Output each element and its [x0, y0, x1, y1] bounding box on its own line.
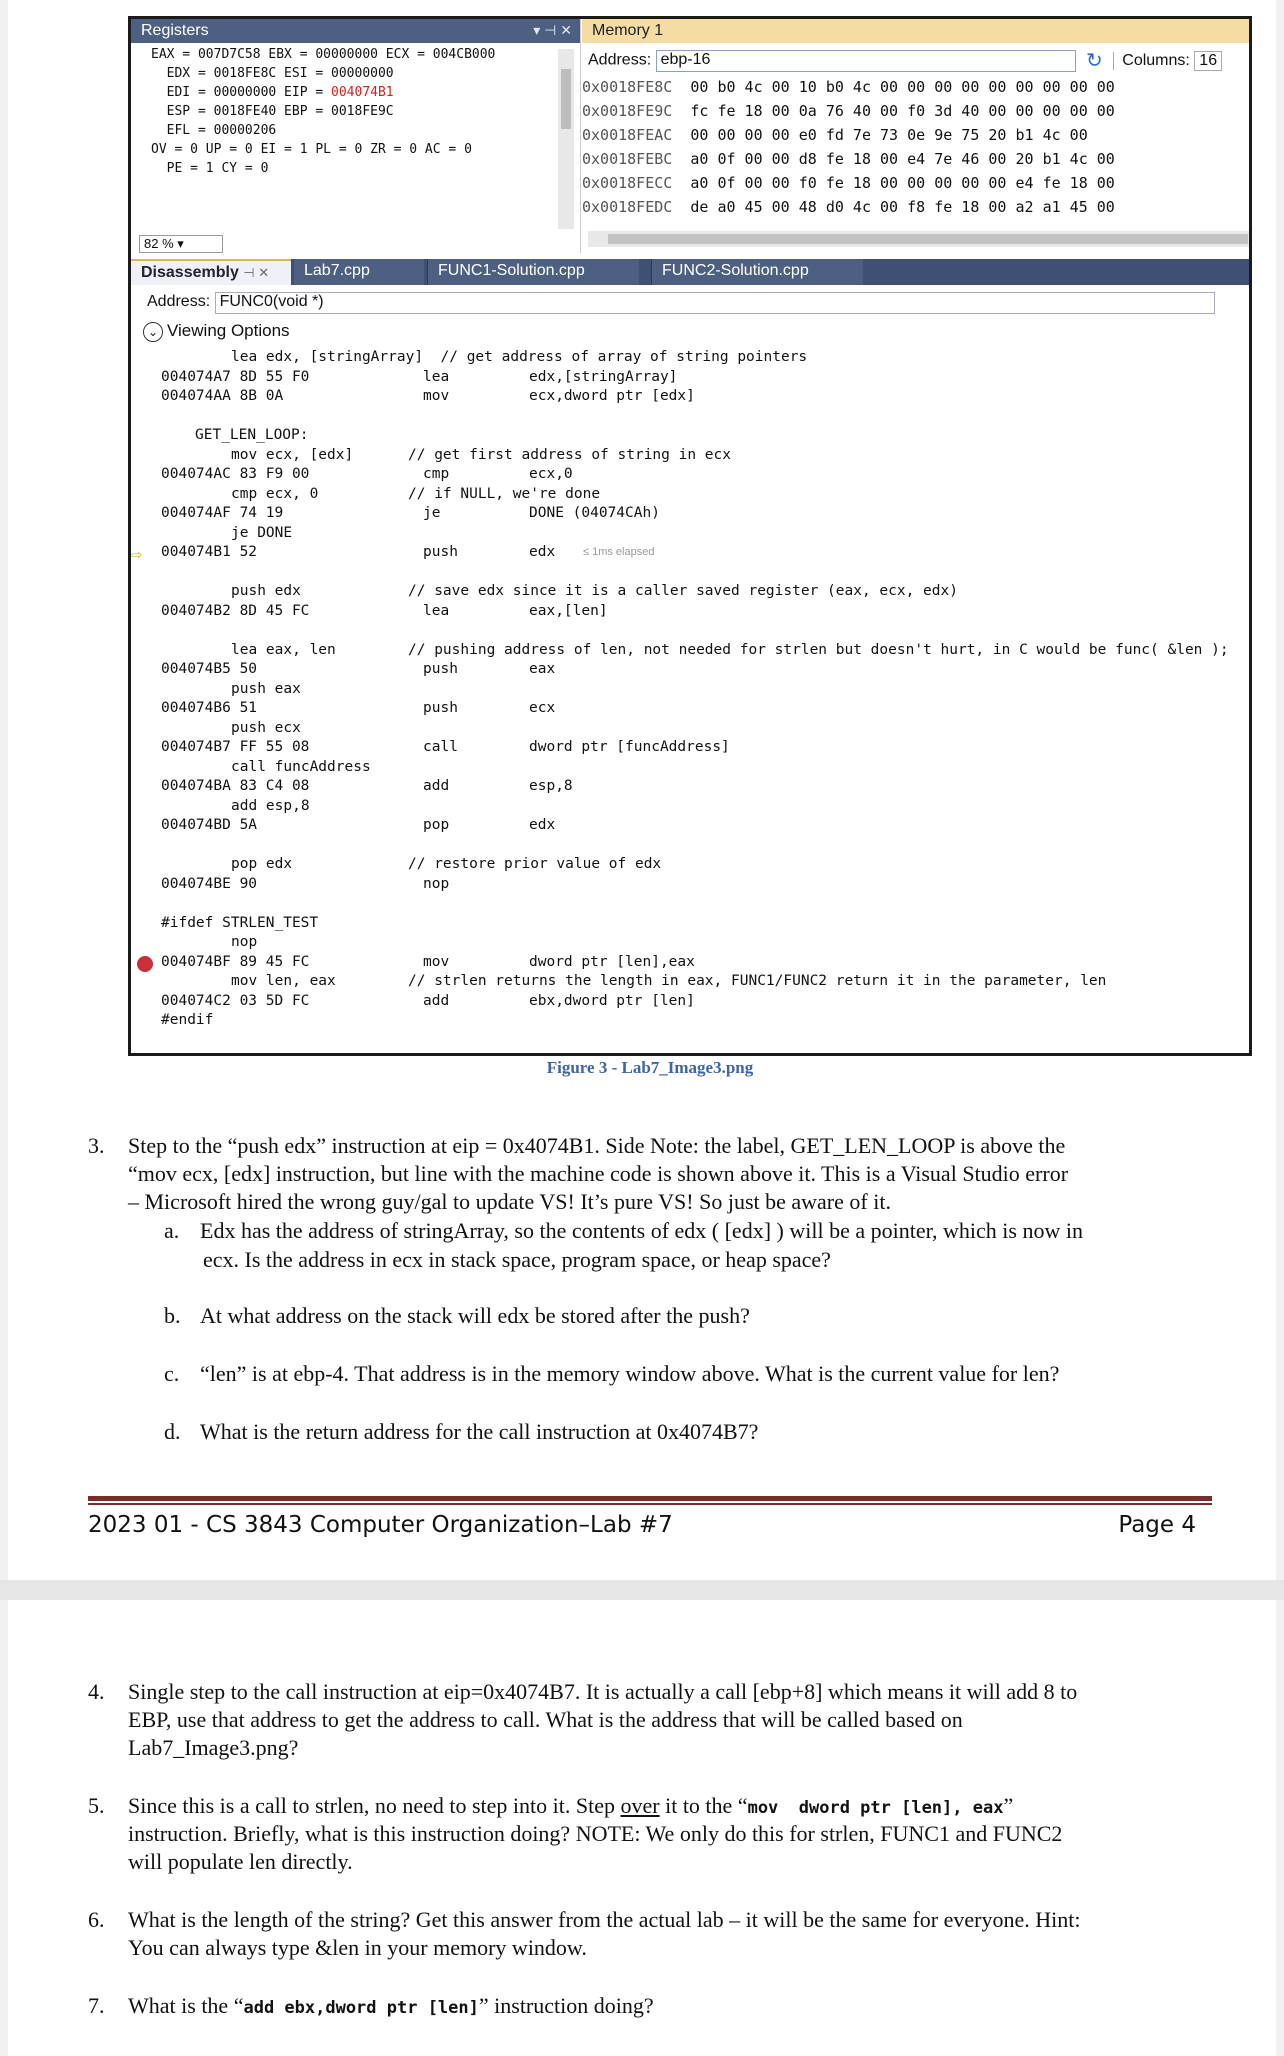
- memory-address-label: Address:: [588, 51, 652, 69]
- disassembly-op: dword ptr [funcAddress]: [529, 739, 730, 755]
- disassembly-line[interactable]: [131, 778, 1249, 798]
- question-text: Single step to the call instruction at eip=0x4074B7. It is actually a call [ebp+8] which means it will add 8 to: [128, 1679, 1078, 1704]
- disassembly-mn: call: [423, 739, 458, 755]
- question-text: [128, 1992, 654, 2022]
- disassembly-mn: mov: [423, 953, 450, 970]
- eip-value: 004074B1: [331, 85, 394, 100]
- disassembly-addr: 004074BA 83 C4 08: [161, 778, 310, 794]
- disassembly-line[interactable]: [131, 408, 1249, 428]
- disassembly-cm: // pushing address of len, not needed for strlen but doesn't hurt, in C would be func( &len );: [408, 641, 1229, 658]
- question-3c: [164, 1360, 1214, 1390]
- disassembly-addr: 004074B7 FF 55 08: [161, 739, 310, 755]
- disassembly-src: call funcAddress: [231, 758, 371, 775]
- disassembly-line[interactable]: [131, 544, 1249, 564]
- memory-row: [582, 147, 1249, 171]
- disassembly-mn: pop: [423, 817, 450, 833]
- disassembly-line[interactable]: [131, 388, 1249, 408]
- q5-text: ”: [1003, 1793, 1014, 1818]
- question-4: [88, 1678, 1218, 1706]
- disassembly-line[interactable]: [131, 583, 1249, 603]
- disassembly-addr: 004074AC 83 F9 00: [161, 466, 310, 482]
- disassembly-line[interactable]: [131, 954, 1249, 974]
- disassembly-mn: je: [423, 505, 441, 521]
- disassembly-code: [131, 349, 1249, 1032]
- scroll-thumb[interactable]: [608, 234, 1248, 244]
- tab-func1-solution[interactable]: FUNC1-Solution.cpp: [427, 259, 639, 285]
- disassembly-src2: GET_LEN_LOOP:: [195, 427, 309, 443]
- flags-line: OV = 0 UP = 0 EI = 1 PL = 0 ZR = 0 AC = 0: [151, 142, 472, 157]
- viewing-options-toggle[interactable]: [143, 321, 290, 342]
- disassembly-src: lea eax, len: [231, 641, 336, 658]
- disassembly-src: mov len, eax: [231, 973, 336, 989]
- disassembly-op: eax,[len]: [529, 602, 608, 619]
- disassembly-line[interactable]: [131, 856, 1249, 876]
- disassembly-line[interactable]: [131, 564, 1249, 584]
- disassembly-op: esp,8: [529, 778, 573, 794]
- memory-row-address: 0x0018FE9C: [582, 102, 673, 120]
- disassembly-src3: #ifdef STRLEN_TEST: [161, 914, 319, 931]
- disassembly-cm: // if NULL, we're done: [408, 485, 601, 502]
- disassembly-op: dword ptr [len],eax: [529, 953, 695, 970]
- disassembly-addr: 004074C2 03 5D FC: [161, 992, 310, 1009]
- memory-row: [582, 123, 1249, 147]
- disassembly-address-label: Address:: [147, 293, 211, 310]
- registers-scrollbar[interactable]: [558, 49, 574, 229]
- memory-row: [582, 99, 1249, 123]
- columns-input[interactable]: 16: [1194, 51, 1222, 71]
- question-number: 6.: [88, 1907, 105, 1932]
- disassembly-line[interactable]: [131, 895, 1249, 915]
- disassembly-src: add esp,8: [231, 797, 310, 814]
- question-number: 3.: [88, 1133, 105, 1158]
- memory-row-bytes: a0 0f 00 00 d8 fe 18 00 e4 7e 46 00 20 b1 4c 00: [690, 150, 1115, 168]
- question-3a-line: ecx. Is the address in ecx in stack space, program space, or heap space?: [203, 1247, 831, 1272]
- disassembly-addr: 004074B5 50: [161, 661, 258, 677]
- question-4-line: EBP, use that address to get the address to call. What is the address that will be called based on: [128, 1707, 963, 1732]
- visual-studio-screenshot: [128, 16, 1252, 1056]
- disassembly-mn: add: [423, 778, 450, 794]
- question-3d: [164, 1418, 1214, 1448]
- disassembly-line[interactable]: [131, 603, 1249, 623]
- disassembly-mn: push: [423, 544, 458, 560]
- register-line: EFL = 00000206: [151, 123, 277, 138]
- columns-label: Columns:: [1113, 52, 1190, 70]
- disassembly-line[interactable]: [131, 973, 1249, 993]
- memory-title-bar: [582, 19, 1249, 43]
- disassembly-line[interactable]: [131, 466, 1249, 486]
- disassembly-op: ebx,dword ptr [len]: [529, 992, 695, 1009]
- disassembly-line[interactable]: [131, 837, 1249, 857]
- disassembly-cm: // restore prior value of edx: [408, 856, 662, 872]
- registers-title-bar: [131, 19, 580, 43]
- q5-code: mov dword ptr [len], eax: [747, 1798, 1004, 1818]
- registers-list: [131, 43, 580, 178]
- disassembly-op: DONE (04074CAh): [529, 505, 660, 521]
- viewing-options-label: Viewing Options: [167, 321, 290, 340]
- disassembly-mn: lea: [423, 368, 450, 385]
- q5-over: over: [620, 1793, 660, 1818]
- disassembly-line[interactable]: [131, 427, 1249, 447]
- memory-row-bytes: a0 0f 00 00 f0 fe 18 00 00 00 00 00 e4 fe 18 00: [690, 174, 1115, 192]
- disassembly-src: push eax: [231, 680, 301, 697]
- register-line: EAX = 007D7C58 EBX = 00000000 ECX = 004CB000: [151, 47, 496, 62]
- question-letter: d.: [164, 1419, 181, 1444]
- disassembly-src: push ecx: [231, 719, 301, 736]
- disassembly-line[interactable]: [131, 681, 1249, 701]
- disassembly-src: pop edx: [231, 856, 293, 872]
- disassembly-line[interactable]: [131, 739, 1249, 759]
- disassembly-op: ecx,0: [529, 466, 573, 482]
- disassembly-src: mov ecx, [edx]: [231, 446, 354, 463]
- register-line: [151, 83, 580, 102]
- tab-func2-solution[interactable]: FUNC2-Solution.cpp: [651, 259, 863, 285]
- disassembly-op: eax: [529, 661, 556, 677]
- disassembly-line[interactable]: [131, 915, 1249, 935]
- disassembly-line[interactable]: [131, 369, 1249, 389]
- disassembly-address-input[interactable]: FUNC0(void *): [215, 292, 1215, 314]
- tab-label: Disassembly: [141, 264, 239, 281]
- question-7: [88, 1992, 1218, 2020]
- disassembly-src: push edx: [231, 583, 301, 599]
- disassembly-line[interactable]: [131, 817, 1249, 837]
- breakpoint-icon[interactable]: [137, 956, 153, 972]
- disassembly-op: ecx,dword ptr [edx]: [529, 388, 695, 404]
- registers-title: Registers: [141, 22, 209, 39]
- footer-rule: [88, 1503, 1212, 1505]
- memory-row-address: 0x0018FEAC: [582, 126, 673, 144]
- question-text: What is the return address for the call instruction at 0x4074B7?: [200, 1419, 759, 1444]
- disassembly-src: je DONE: [231, 524, 293, 541]
- disassembly-mn: cmp: [423, 466, 450, 482]
- disassembly-op: edx: [529, 817, 556, 833]
- scroll-thumb[interactable]: [561, 69, 571, 129]
- registers-pane: [131, 19, 581, 253]
- question-text: Step to the “push edx” instruction at eip = 0x4074B1. Side Note: the label, GET_LEN_LOOP is above the: [128, 1133, 1066, 1158]
- question-5-line: will populate len directly.: [128, 1849, 353, 1874]
- question-3: [88, 1132, 1218, 1160]
- disassembly-src: nop: [231, 934, 258, 950]
- memory-address-input[interactable]: ebp-16: [656, 50, 1076, 72]
- register-line: EDX = 0018FE8C ESI = 00000000: [151, 66, 394, 81]
- question-3-line: – Microsoft hired the wrong guy/gal to update VS! It’s pure VS! So just be aware of it.: [128, 1189, 891, 1214]
- memory-title: Memory 1: [592, 22, 664, 39]
- zoom-value: 82 %: [144, 236, 174, 251]
- memory-row-bytes: de a0 45 00 48 d0 4c 00 f8 fe 18 00 a2 a1 45 00: [690, 198, 1115, 216]
- disassembly-mn: add: [423, 992, 450, 1009]
- disassembly-elapsed: ≤ 1ms elapsed: [583, 546, 655, 558]
- disassembly-line[interactable]: [131, 1012, 1249, 1032]
- disassembly-line[interactable]: [131, 349, 1249, 369]
- tab-lab7-cpp[interactable]: Lab7.cpp: [294, 259, 424, 285]
- disassembly-op: ecx: [529, 700, 556, 716]
- memory-row-address: 0x0018FEBC: [582, 150, 673, 168]
- question-number: 7.: [88, 1993, 105, 2018]
- disassembly-line[interactable]: [131, 876, 1249, 896]
- disassembly-addr: 004074BD 5A: [161, 817, 258, 833]
- memory-row-address: 0x0018FE8C: [582, 78, 673, 96]
- tab-pin-icon[interactable]: ⊣ ✕: [243, 265, 270, 280]
- page-5: [0, 1600, 1284, 2056]
- q5-text: Since this is a call to strlen, no need to step into it. Step: [128, 1793, 621, 1818]
- disassembly-op: edx,[stringArray]: [529, 368, 678, 385]
- instruction-pointer-icon: ⇨: [131, 544, 142, 565]
- question-letter: a.: [164, 1218, 180, 1243]
- disassembly-src: lea edx, [stringArray] // get address of array of string pointers: [231, 349, 808, 365]
- question-6-line: You can always type &len in your memory window.: [128, 1935, 587, 1960]
- disassembly-cm: // get first address of string in ecx: [408, 446, 732, 463]
- memory-row-address: 0x0018FECC: [582, 174, 673, 192]
- page-number: Page 4: [1118, 1512, 1196, 1538]
- question-text: What is the length of the string? Get this answer from the actual lab – it will be the same for everyone. Hint:: [128, 1907, 1081, 1932]
- memory-rows: [582, 75, 1249, 219]
- disassembly-addr: 004074AF 74 19: [161, 505, 284, 521]
- question-letter: b.: [164, 1303, 181, 1328]
- disassembly-mn: lea: [423, 602, 450, 619]
- disassembly-src: cmp ecx, 0: [231, 485, 319, 502]
- disassembly-mn: nop: [423, 875, 450, 892]
- disassembly-addr: 004074B1 52: [161, 544, 258, 560]
- memory-row: [582, 195, 1249, 219]
- disassembly-line[interactable]: [131, 505, 1249, 525]
- question-text: At what address on the stack will edx be stored after the push?: [200, 1303, 750, 1328]
- disassembly-addr: 004074AA 8B 0A: [161, 388, 284, 404]
- q5-text: it to the “: [659, 1793, 748, 1818]
- pane-controls-icon[interactable]: ▾ ⊣ ✕: [533, 22, 572, 38]
- footer-course: 2023 01 - CS 3843 Computer Organization–Lab #7: [88, 1512, 673, 1538]
- memory-pane: [582, 19, 1249, 253]
- disassembly-line[interactable]: [131, 700, 1249, 720]
- q7-code: add ebx,dword ptr [len]: [243, 1998, 479, 2018]
- question-number: 5.: [88, 1793, 105, 1818]
- question-6: [88, 1906, 1218, 1934]
- disassembly-addr: 004074A7 8D 55 F0: [161, 368, 310, 385]
- figure-caption: Figure 3 - Lab7_Image3.png: [546, 1058, 754, 1077]
- disassembly-addr: 004074BF 89 45 FC: [161, 953, 310, 970]
- question-3b: [164, 1302, 1214, 1332]
- memory-row: [582, 171, 1249, 195]
- memory-address-row: [582, 43, 1249, 75]
- flags-line: PE = 1 CY = 0: [151, 161, 269, 176]
- register-label: EDI = 00000000 EIP =: [151, 85, 332, 100]
- disassembly-mn: push: [423, 661, 458, 677]
- disassembly-line[interactable]: [131, 798, 1249, 818]
- memory-scrollbar[interactable]: [588, 231, 1249, 247]
- disassembly-line[interactable]: [131, 486, 1249, 506]
- tab-disassembly[interactable]: [131, 259, 291, 285]
- zoom-select[interactable]: 82 % ▾: [139, 235, 223, 253]
- disassembly-line[interactable]: [131, 759, 1249, 779]
- memory-row-bytes: 00 00 00 00 e0 fd 7e 73 0e 9e 75 20 b1 4c 00: [690, 126, 1088, 144]
- disassembly-line[interactable]: [131, 993, 1249, 1013]
- disassembly-src3: #endif: [161, 1012, 214, 1028]
- question-text: “len” is at ebp-4. That address is in the memory window above. What is the current value for len?: [200, 1361, 1060, 1386]
- memory-row: [582, 75, 1249, 99]
- disassembly-line[interactable]: [131, 622, 1249, 642]
- disassembly-mn: push: [423, 700, 458, 716]
- disassembly-line[interactable]: [131, 661, 1249, 681]
- q7-text: ” instruction doing?: [478, 1993, 654, 2018]
- disassembly-addr: 004074BE 90: [161, 875, 258, 892]
- chevron-down-icon[interactable]: ⌄: [143, 322, 163, 342]
- question-5-line: instruction. Briefly, what is this instruction doing? NOTE: We only do this for strlen, FUNC1 and FUNC2: [128, 1821, 1063, 1846]
- question-4-line: Lab7_Image3.png?: [128, 1735, 299, 1760]
- question-5: [88, 1792, 1218, 1820]
- refresh-icon[interactable]: ↻: [1086, 50, 1103, 72]
- memory-row-bytes: fc fe 18 00 0a 76 40 00 f0 3d 40 00 00 00 00 00: [690, 102, 1115, 120]
- disassembly-address-row: [131, 289, 1249, 315]
- question-text: [128, 1792, 1013, 1822]
- question-3-line: “mov ecx, [edx] instruction, but line with the machine code is shown above it. This is a Visual Studio error: [128, 1161, 1069, 1186]
- question-text: Edx has the address of stringArray, so the contents of edx ( [edx] ) will be a pointer, which is now in: [200, 1218, 1083, 1243]
- register-line: ESP = 0018FE40 EBP = 0018FE9C: [151, 104, 394, 119]
- disassembly-line[interactable]: [131, 934, 1249, 954]
- disassembly-addr: 004074B2 8D 45 FC: [161, 602, 310, 619]
- question-letter: c.: [164, 1361, 180, 1386]
- page-break: [0, 1580, 1284, 1600]
- disassembly-line[interactable]: [131, 720, 1249, 740]
- memory-row-address: 0x0018FEDC: [582, 198, 673, 216]
- question-number: 4.: [88, 1679, 105, 1704]
- footer-rule: [88, 1496, 1212, 1501]
- disassembly-op: edx: [529, 544, 556, 560]
- disassembly-cm: // strlen returns the length in eax, FUNC1/FUNC2 return it in the parameter, len: [408, 973, 1107, 989]
- disassembly-cm: // save edx since it is a caller saved register (eax, ecx, edx): [408, 583, 958, 599]
- disassembly-line[interactable]: [131, 525, 1249, 545]
- disassembly-mn: mov: [423, 388, 450, 404]
- disassembly-line[interactable]: [131, 642, 1249, 662]
- disassembly-line[interactable]: [131, 447, 1249, 467]
- memory-row-bytes: 00 b0 4c 00 10 b0 4c 00 00 00 00 00 00 00 00 00: [690, 78, 1115, 96]
- disassembly-addr: 004074B6 51: [161, 700, 258, 716]
- q7-text: What is the “: [128, 1993, 244, 2018]
- document-tabs: [131, 259, 1249, 285]
